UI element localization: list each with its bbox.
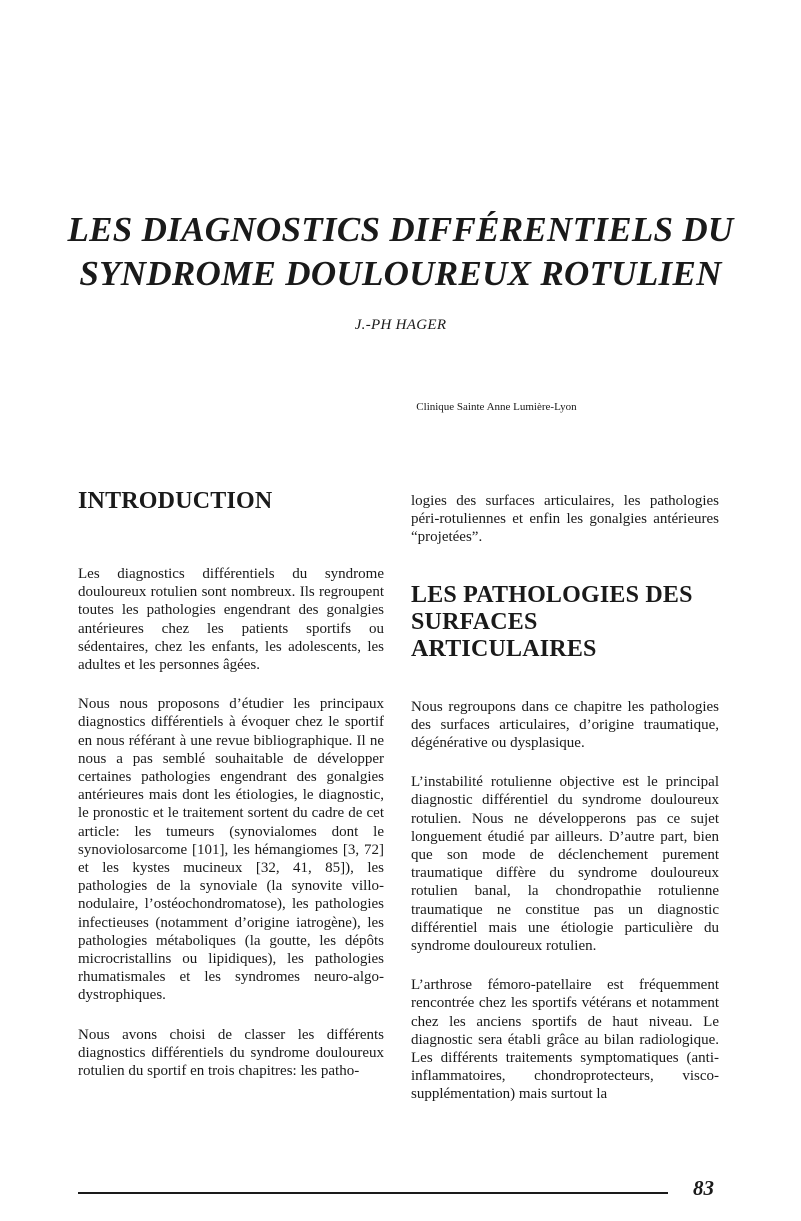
paragraph: Nous avons choisi de classer les différents diagnostics différentiels du syndrome douloureux rotulien du sportif en trois chapitres: les patho-: [78, 1026, 384, 1080]
paragraph: Nous nous proposons d’étudier les principaux diagnostics différentiels à évoquer chez le sportif en nous référant à une revue bibliographique. Il ne nous a pas semblé souhaitable de développer certaines pathologies engendrant des gonalgies antérieures mais dont les étiologies, le diagnostic, le pronostic et le traitement sortent du cadre de cet article: les tumeurs (synovialomes dont le synoviolosarcome [101], les hémangiomes [3, 72] et les kystes mucineux [32, 41, 85]), les pathologies de la synoviale (la synovite villo-nodulaire, l’ostéochondromatose), les pathologies infectieuses (notamment d’origine iatrogène), les pathologies métaboliques (la goutte, les dépôts microcristallins ou lipidiques), les pathologies rhumatismales et les syndromes neuro-algo-dystrophiques.: [78, 696, 384, 1004]
paragraph: Nous regroupons dans ce chapitre les pathologies des surfaces articulaires, d’origine traumatique, dégénérative ou dysplasique.: [411, 698, 719, 752]
paragraph: L’arthrose fémoro-patellaire est fréquemment rencontrée chez les sportifs vétérans et notamment chez les anciens sportifs de haut niveau. Le diagnostic sera établi grâce au bilan radiologique. Les différents traitements symptomatiques (anti-inflammatoires, chondroprotecteurs, visco-supplémentation) mais surtout la: [411, 977, 719, 1103]
paragraph: Les diagnostics différentiels du syndrome douloureux rotulien sont nombreux. Ils regroupent toutes les pathologies engendrant des gonalgies antérieures chez les patients sportifs ou sédentaires, chez les enfants, les adolescents, les adultes et les personnes âgées.: [78, 566, 384, 674]
heading-line-2: SURFACES ARTICULAIRES: [411, 608, 597, 662]
footer-rule: [78, 1192, 668, 1194]
left-column: [78, 488, 384, 1101]
paragraph-continuation: logies des surfaces articulaires, les pathologies péri-rotuliennes et enfin les gonalgies antérieures “projetées”.: [411, 493, 719, 546]
section-heading-pathologies: [411, 582, 719, 663]
section-heading-introduction: INTRODUCTION: [78, 488, 273, 514]
page-number: 83: [693, 1176, 714, 1200]
title-line-1: LES DIAGNOSTICS DIFFÉRENTIELS DU: [67, 210, 734, 249]
title-line-2: SYNDROME DOULOUREUX ROTULIEN: [79, 254, 722, 293]
author-name: J.-PH HAGER: [354, 317, 447, 333]
heading-line-1: LES PATHOLOGIES DES: [411, 581, 693, 608]
paragraph: L’instabilité rotulienne objective est le principal diagnostic différentiel du syndrome douloureux rotulien. Nous ne développerons pas ce sujet longuement étudié par ailleurs. D’autre part, bien que son mode de déclenchement purement traumatique diffère du syndrome douloureux rotulien banal, la chondropathie rotulienne traumatique ne constitue pas un diagnostic différentiel mais une étiologie particulière du syndrome douloureux rotulien.: [411, 774, 719, 955]
right-column: [411, 492, 719, 1125]
author-affiliation: Clinique Sainte Anne Lumière-Lyon: [416, 401, 577, 413]
article-title: [40, 208, 761, 296]
